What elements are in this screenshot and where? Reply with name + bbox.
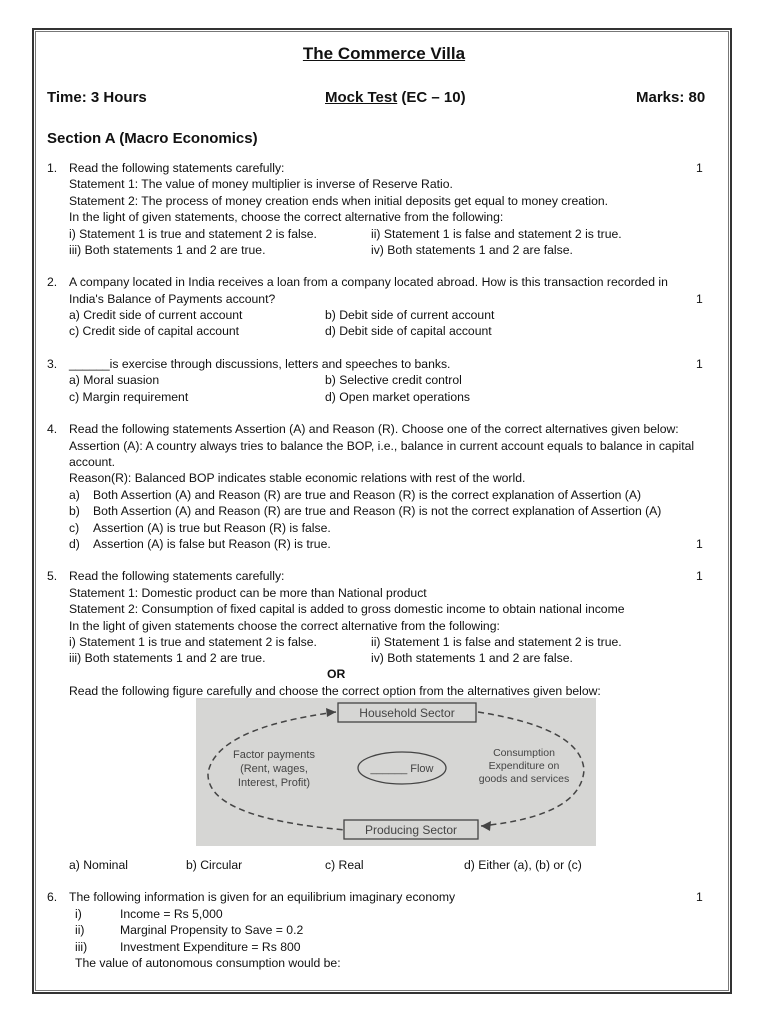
option-b: b) Debit side of current account bbox=[325, 308, 495, 322]
question-text: Statement 2: The process of money creation ends when initial deposits get equal to money creation. bbox=[69, 194, 609, 208]
factor-payments-label: Factor payments bbox=[233, 749, 315, 761]
document-title: The Commerce Villa bbox=[302, 44, 466, 63]
question-text: The following information is given for an equilibrium imaginary economy bbox=[69, 890, 456, 904]
question-text: Read the following statements carefully: bbox=[69, 161, 285, 175]
option-a: a) Moral suasion bbox=[69, 373, 160, 387]
option-ii: ii) Statement 1 is false and statement 2 is true. bbox=[371, 635, 622, 649]
consumption-label: Expenditure on bbox=[488, 760, 560, 772]
circular-flow-diagram bbox=[196, 698, 596, 846]
option-iv: iv) Both statements 1 and 2 are false. bbox=[371, 243, 573, 257]
option-i: i) Statement 1 is true and statement 2 is false. bbox=[69, 635, 317, 649]
question-number: 2. bbox=[47, 275, 58, 289]
question-text: Statement 1: Domestic product can be more than National product bbox=[69, 586, 427, 600]
question-text: Statement 1: The value of money multiplier is inverse of Reserve Ratio. bbox=[69, 177, 453, 191]
item-key: i) bbox=[75, 907, 82, 921]
question-text: ______is exercise through discussions, letters and speeches to banks. bbox=[69, 357, 451, 371]
question-number: 5. bbox=[47, 569, 58, 583]
option-key: c) bbox=[69, 521, 80, 535]
option-key: a) bbox=[69, 488, 80, 502]
question-text: Statement 2: Consumption of fixed capital is added to gross domestic income to obtain national income bbox=[69, 602, 625, 616]
producing-sector-label: Producing Sector bbox=[364, 823, 458, 837]
option-d: d) Either (a), (b) or (c) bbox=[464, 858, 582, 872]
time-label: Time: 3 Hours bbox=[47, 89, 147, 106]
option-a: a) Credit side of current account bbox=[69, 308, 243, 322]
option-b: Both Assertion (A) and Reason (R) are true and Reason (R) is not the correct explanation of Assertion (A) bbox=[93, 504, 662, 518]
option-d: d) Open market operations bbox=[325, 390, 470, 404]
question-text: Reason(R): Balanced BOP indicates stable economic relations with rest of the world. bbox=[69, 471, 526, 485]
option-c: c) Margin requirement bbox=[69, 390, 189, 404]
question-number: 6. bbox=[47, 890, 58, 904]
option-b: b) Selective credit control bbox=[325, 373, 462, 387]
question-number: 1. bbox=[47, 161, 58, 175]
question-text: The value of autonomous consumption would be: bbox=[75, 956, 341, 970]
question-text: Assertion (A): A country always tries to balance the BOP, i.e., balance in current account equals to balance in capital bbox=[69, 439, 695, 453]
or-separator: OR bbox=[327, 667, 346, 681]
question-text: Read the following statements carefully: bbox=[69, 569, 285, 583]
option-d: Assertion (A) is false but Reason (R) is true. bbox=[93, 537, 331, 551]
question-text: India's Balance of Payments account? bbox=[69, 292, 276, 306]
question-number: 4. bbox=[47, 422, 58, 436]
option-ii: ii) Statement 1 is false and statement 2 is true. bbox=[371, 227, 622, 241]
question-marks: 1 bbox=[696, 890, 703, 904]
marks-label: Marks: 80 bbox=[636, 89, 706, 106]
question-text: account. bbox=[69, 455, 116, 469]
option-i: i) Statement 1 is true and statement 2 is false. bbox=[69, 227, 317, 241]
question-marks: 1 bbox=[696, 357, 703, 371]
option-key: d) bbox=[69, 537, 80, 551]
option-key: b) bbox=[69, 504, 80, 518]
option-iii: iii) Both statements 1 and 2 are true. bbox=[69, 243, 266, 257]
option-c: c) Real bbox=[325, 858, 364, 872]
question-text: Read the following statements Assertion (A) and Reason (R). Choose one of the correct alternatives given below: bbox=[69, 422, 679, 436]
section-heading: Section A (Macro Economics) bbox=[47, 130, 258, 147]
item-key: ii) bbox=[75, 923, 85, 937]
question-marks: 1 bbox=[696, 161, 703, 175]
item-text: Marginal Propensity to Save = 0.2 bbox=[120, 923, 304, 937]
question-marks: 1 bbox=[696, 537, 703, 551]
consumption-label: goods and services bbox=[478, 773, 570, 785]
flow-label: ______ Flow bbox=[370, 763, 434, 775]
option-iv: iv) Both statements 1 and 2 are false. bbox=[371, 651, 573, 665]
option-b: b) Circular bbox=[186, 858, 243, 872]
item-text: Investment Expenditure = Rs 800 bbox=[120, 940, 301, 954]
household-sector-label: Household Sector bbox=[359, 706, 455, 720]
item-key: iii) bbox=[75, 940, 88, 954]
option-a: a) Nominal bbox=[69, 858, 128, 872]
option-d: d) Debit side of capital account bbox=[325, 324, 492, 338]
test-name: Mock Test (EC – 10) bbox=[325, 89, 466, 106]
factor-payments-label: Interest, Profit) bbox=[237, 777, 311, 789]
question-marks: 1 bbox=[696, 569, 703, 583]
option-iii: iii) Both statements 1 and 2 are true. bbox=[69, 651, 266, 665]
question-text: A company located in India receives a loan from a company located abroad. How is this transaction recorded in bbox=[69, 275, 668, 289]
option-a: Both Assertion (A) and Reason (R) are true and Reason (R) is the correct explanation of Assertion (A) bbox=[93, 488, 642, 502]
option-c: Assertion (A) is true but Reason (R) is false. bbox=[93, 521, 331, 535]
question-number: 3. bbox=[47, 357, 58, 371]
question-marks: 1 bbox=[696, 292, 703, 306]
circular-flow-figure bbox=[196, 698, 596, 846]
question-text: Read the following figure carefully and choose the correct option from the alternatives given below: bbox=[69, 684, 601, 698]
consumption-label: Consumption bbox=[493, 747, 555, 759]
option-c: c) Credit side of capital account bbox=[69, 324, 240, 338]
question-text: In the light of given statements choose the correct alternative from the following: bbox=[69, 619, 500, 633]
question-text: In the light of given statements, choose the correct alternative from the following: bbox=[69, 210, 504, 224]
item-text: Income = Rs 5,000 bbox=[120, 907, 223, 921]
factor-payments-label: (Rent, wages, bbox=[240, 763, 308, 775]
